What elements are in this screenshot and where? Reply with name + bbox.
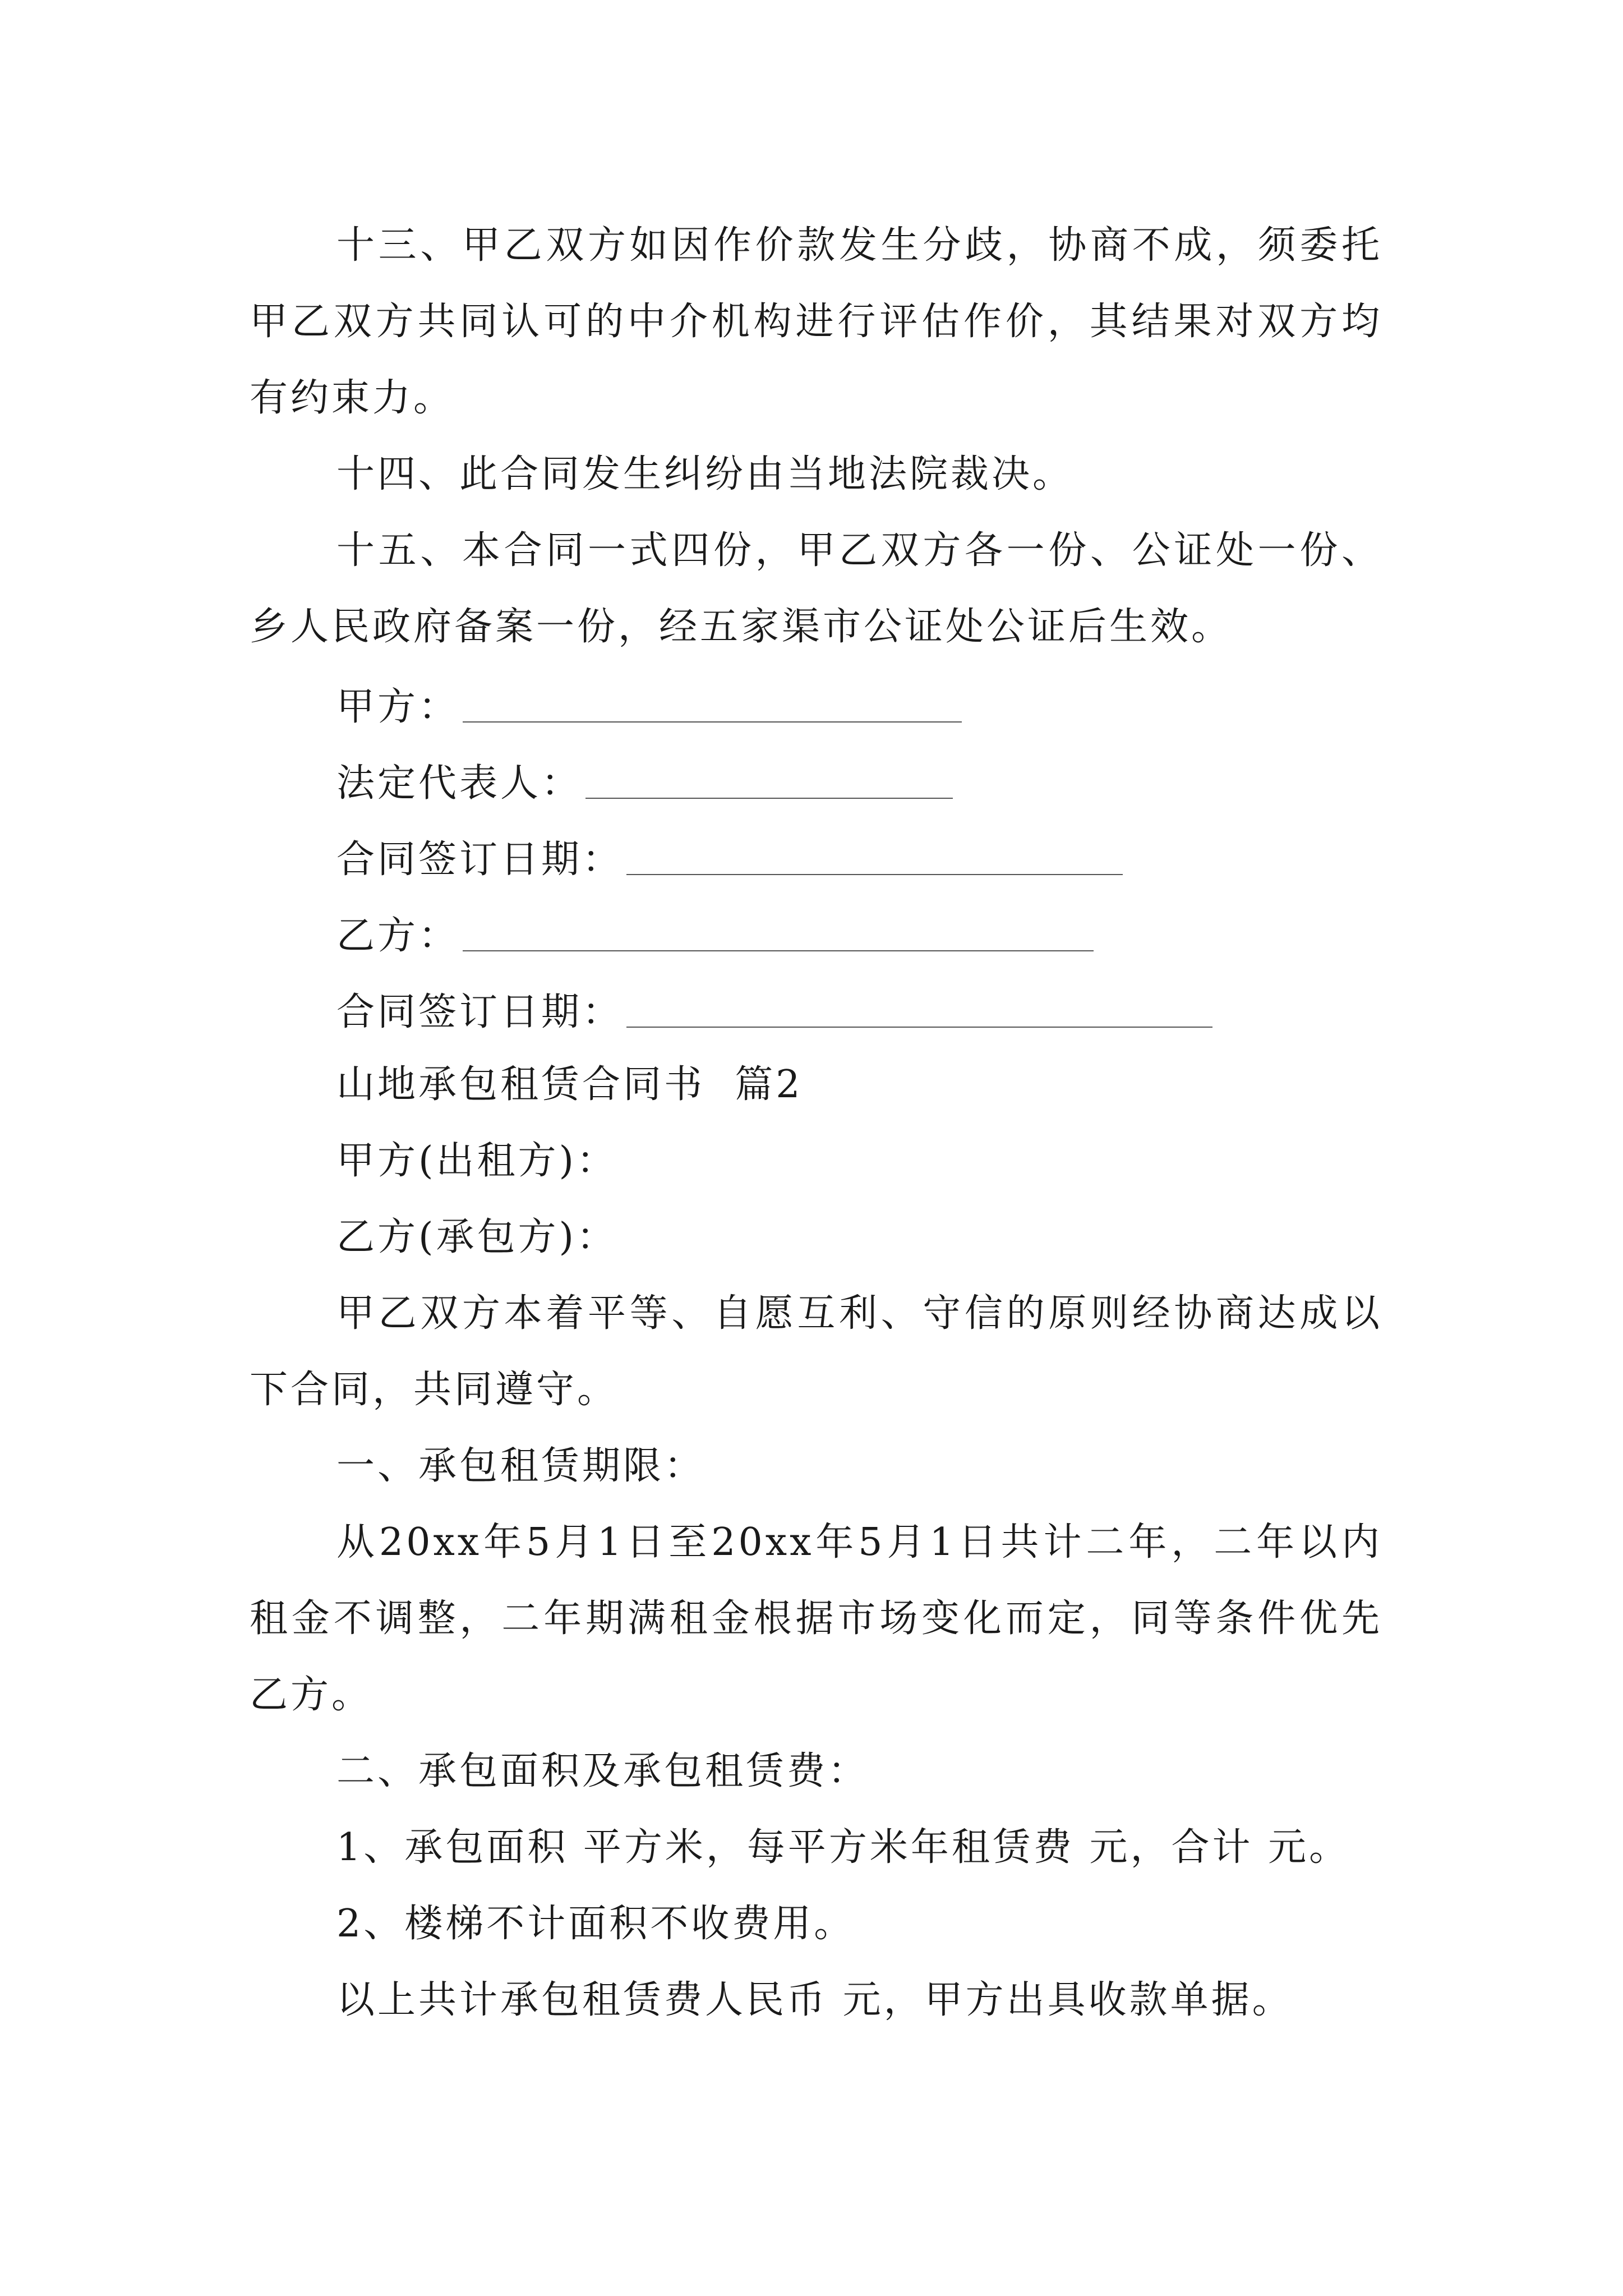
term-paragraph: 从20xx年5月1日至20xx年5月1日共计二年，二年以内租金不调整，二年期满租金根据市场变化而定，同等条件优先乙方。 — [250, 1520, 1382, 1717]
sign-date-label-1: 合同签订日期： — [336, 837, 624, 882]
area-item-2: 2、楼梯不计面积不收费用。 — [336, 1902, 855, 1946]
legal-rep-blank-line — [585, 761, 953, 799]
clause-13: 十三、甲乙双方如因作价款发生分歧，协商不成，须委托甲乙双方共同认可的中介机构进行评估作价，其结果对双方均有约束力。 — [250, 223, 1382, 420]
term-heading: 一、承包租赁期限： — [336, 1444, 706, 1488]
party-a-signature-row — [250, 665, 1382, 742]
total-fee-line: 以上共计承包租赁费人民币 元，甲方出具收款单据。 — [336, 1978, 1293, 2022]
party-b-blank-line — [463, 913, 1094, 951]
party-b-label: 乙方： — [336, 913, 460, 958]
party-a-blank-line — [463, 684, 962, 723]
lessee-label: 乙方(承包方)： — [336, 1215, 618, 1259]
sign-date-label-2: 合同签订日期： — [336, 990, 624, 1034]
legal-rep-label: 法定代表人： — [336, 761, 583, 806]
legal-rep-signature-row — [250, 742, 1382, 818]
clause-15: 十五、本合同一式四份，甲乙双方各一份、公证处一份、乡人民政府备案一份，经五家渠市公证处公证后生效。 — [250, 528, 1382, 649]
sign-date-blank-line-2 — [626, 990, 1212, 1028]
intro-paragraph: 甲乙双方本着平等、自愿互利、守信的原则经协商达成以下合同，共同遵守。 — [250, 1291, 1382, 1412]
clause-14: 十四、此合同发生纠纷由当地法院裁决。 — [336, 452, 1074, 496]
sign-date-row-1 — [250, 818, 1382, 894]
sign-date-row-2 — [250, 970, 1382, 1047]
area-item-1: 1、承包面积 平方米，每平方米年租赁费 元，合计 元。 — [336, 1825, 1350, 1870]
party-a-label: 甲方： — [336, 684, 460, 729]
area-heading: 二、承包面积及承包租赁费： — [336, 1749, 869, 1793]
sign-date-blank-line-1 — [626, 837, 1123, 875]
lessor-label: 甲方(出租方)： — [336, 1139, 618, 1183]
document-body — [250, 208, 1382, 2039]
section-2-title: 山地承包租赁合同书 篇2 — [336, 1062, 803, 1107]
party-b-signature-row — [250, 894, 1382, 970]
